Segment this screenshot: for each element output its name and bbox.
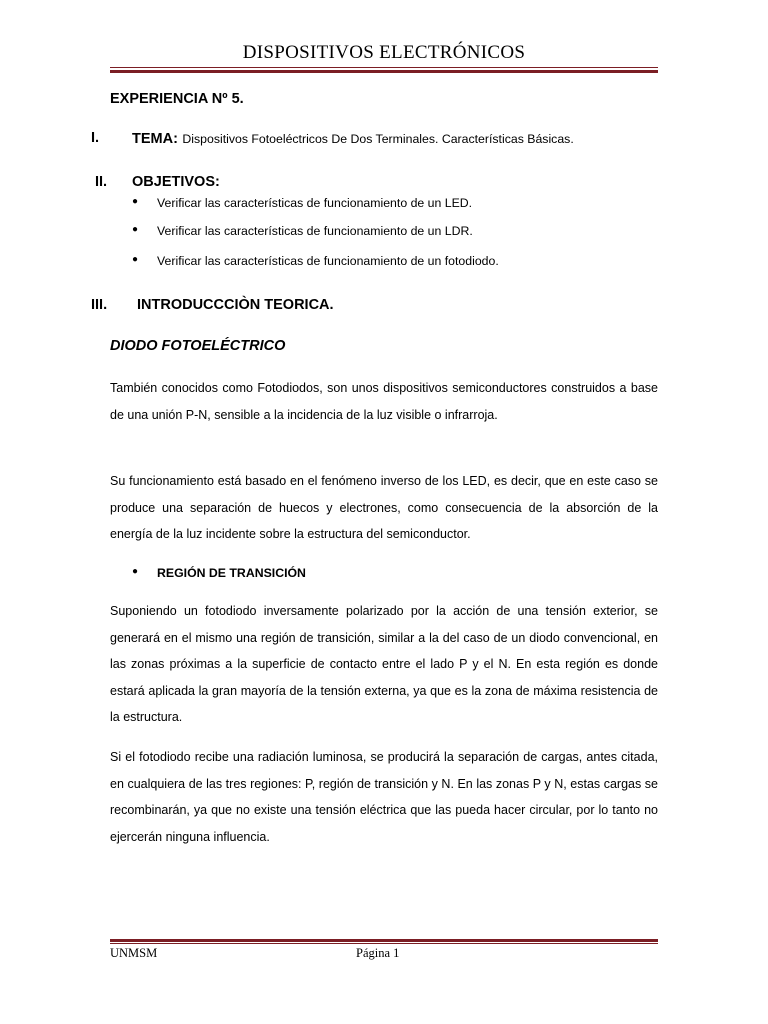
paragraph: Suponiendo un fotodiodo inversamente polarizado por la acción de una tensión exterior, se generará en el mismo una región de transición, similar a la del caso de un diodo convencional, en las zonas próximas a la superficie de contacto entre el lado P y el N. En esta región es donde estará aplicada la gran mayoría de la tensión externa, ya que es la zona de máxima resistencia de la estructura. (110, 604, 658, 724)
bullet-icon: ● (132, 196, 139, 207)
section-text-tema: Dispositivos Fotoeléctricos De Dos Terminales. Características Básicas. (182, 132, 574, 146)
list-item (0, 254, 768, 272)
objective-text: Verificar las características de funcionamiento de un fotodiodo. (157, 254, 499, 268)
bullet-icon: ● (132, 566, 139, 577)
experiment-title: EXPERIENCIA Nº 5. (110, 91, 244, 107)
page-header-title: DISPOSITIVOS ELECTRÓNICOS (242, 42, 526, 63)
bullet-heading: REGIÓN DE TRANSICIÓN (157, 566, 306, 580)
footer-rule-bottom (110, 943, 658, 944)
section-number-intro: III. (91, 297, 108, 313)
bullet-icon: ● (132, 254, 139, 265)
section-label-intro: INTRODUCCCIÒN TEORICA. (137, 297, 334, 313)
section-number-objetivos: II. (95, 174, 108, 190)
objective-text: Verificar las características de funcionamiento de un LDR. (157, 224, 473, 238)
paragraph: También conocidos como Fotodiodos, son unos dispositivos semiconductores construidos a base de una unión P-N, sensible a la incidencia de la luz visible o infrarroja. (110, 381, 658, 422)
list-item (0, 224, 768, 242)
subsection-heading: DIODO FOTOELÉCTRICO (110, 338, 286, 354)
objective-text: Verificar las características de funcionamiento de un LED. (157, 196, 473, 210)
list-item (0, 196, 768, 214)
section-label-objetivos: OBJETIVOS: (132, 174, 220, 190)
paragraph: Su funcionamiento está basado en el fenómeno inverso de los LED, es decir, que en este caso se produce una separación de huecos y electrones, como consecuencia de la absorción de la energía de la luz incidente sobre la estructura del semiconductor. (110, 474, 658, 541)
footer-rule-top (110, 939, 658, 942)
section-tema (132, 130, 574, 148)
header-rule-top (110, 67, 658, 68)
footer-institution: UNMSM (110, 946, 158, 960)
paragraph: Si el fotodiodo recibe una radiación luminosa, se producirá la separación de cargas, antes citada, en cualquiera de las tres regiones: P, región de transición y N. En las zonas P y N, estas cargas se recombinarán, ya que no existe una tensión eléctrica que las pueda hacer circular, por lo tanto no ejercerán ninguna influencia. (110, 750, 658, 844)
header-rule-bottom (110, 70, 658, 73)
list-item (0, 566, 768, 584)
section-number-tema: I. (91, 130, 100, 146)
section-label-tema: TEMA: (132, 131, 178, 147)
footer-page-number: Página 1 (356, 946, 400, 960)
bullet-icon: ● (132, 224, 139, 235)
